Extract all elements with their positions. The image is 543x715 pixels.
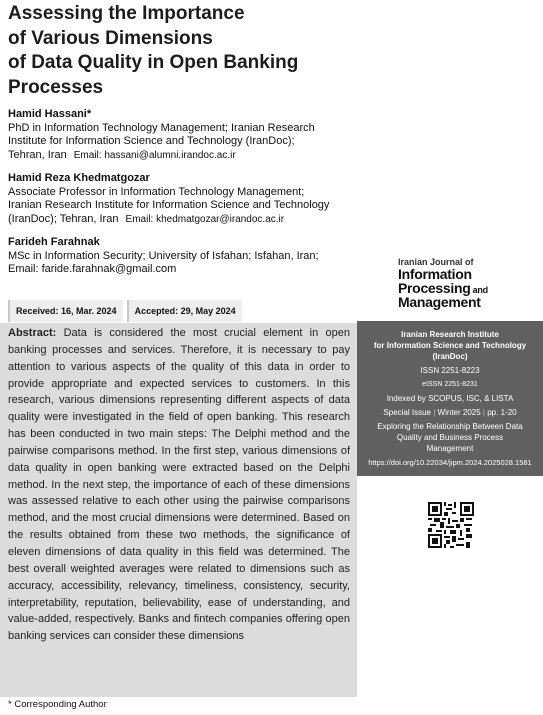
journal-logo-and: and xyxy=(470,285,488,295)
title-line: Processes xyxy=(8,76,104,98)
related-article xyxy=(357,421,543,454)
indexing: Indexed by SCOPUS, ISC, & LISTA xyxy=(386,394,514,403)
separator: | xyxy=(433,408,436,417)
journal-logo xyxy=(398,258,538,309)
author-affiliation: Institute for Information Science and Technology (IranDoc); xyxy=(8,135,295,147)
dates-bar xyxy=(8,300,246,322)
title-line: Assessing the Importance xyxy=(8,3,245,24)
publisher-line: (IranDoc) xyxy=(432,352,468,361)
author-name: Farideh Farahnak xyxy=(8,236,100,248)
issn: ISSN 2251-8223 xyxy=(420,366,480,375)
author-block xyxy=(8,236,358,277)
author-list xyxy=(8,108,358,287)
email-label: Email: xyxy=(125,213,154,225)
author-block xyxy=(8,108,358,162)
author-location: Tehran, Iran xyxy=(8,148,67,161)
issue-line xyxy=(357,407,543,418)
author-name: Hamid Reza Khedmatgozar xyxy=(8,172,150,184)
author-email[interactable]: hassani@alumni.irandoc.ac.ir xyxy=(104,149,236,161)
journal-logo-line: Processing xyxy=(398,280,471,296)
season: Winter 2025 xyxy=(437,408,481,417)
abstract-label: Abstract: xyxy=(8,327,57,339)
author-affiliation: MSc in Information Security; University of Isfahan; Isfahan, Iran; xyxy=(8,249,319,262)
abstract-text: Data is considered the most crucial element in open banking processes and services. Therefore, it is necessary to pay attention to various aspects of the quality of this data in order to provide appropriate and expected services to customers. In this research, various dimensions representing different aspects of data quality were investigated in the field of open banking. This research has been conducted in two main steps: The Delphi method and the pairwise comparisons method. In the first step, various dimensions of data quality in open banking were extracted based on the Delphi method. In the next step, the importance of each of these dimensions was assessed relative to each other using the pairwise comparisons method, and the most crucial dimensions were determined. Based on the results obtained from these two methods, the significance of eleven dimensions of data quality in this field was determined. The best overall weighted averages were related to dimensions such as accuracy, accessibility, relevancy, timeliness, consistency, security, interpretability, reputation, believability, ease of understanding, and value-added, respectively. Banks and fintech companies offering open banking services can consider these dimensions xyxy=(8,327,350,643)
author-affiliation: PhD in Information Technology Management; Iranian Research xyxy=(8,121,315,134)
related-article-line: Management xyxy=(426,444,474,453)
author-email[interactable]: faride.farahnak@gmail.com xyxy=(41,263,177,275)
author-name: Hamid Hassani* xyxy=(8,108,92,120)
author-affiliation: Associate Professor in Information Technology Management; xyxy=(8,185,305,198)
qr-code xyxy=(428,502,474,548)
author-email[interactable]: khedmatgozar@irandoc.ac.ir xyxy=(156,213,285,225)
journal-logo-line: Iranian Journal of xyxy=(398,257,474,267)
publisher-line: Iranian Research Institute xyxy=(401,330,499,339)
author-block xyxy=(8,172,358,226)
issue: Special Issue xyxy=(383,408,431,417)
pages: pp. 1-20 xyxy=(487,408,517,417)
abstract-box xyxy=(0,323,357,697)
email-label: Email: xyxy=(73,149,102,161)
journal-logo-line: Information xyxy=(398,266,472,282)
author-affiliation: Iranian Research Institute for Information Science and Technology xyxy=(8,199,330,211)
corresponding-author-note: * Corresponding Author xyxy=(8,699,107,710)
paper-title xyxy=(8,2,368,100)
doi-link[interactable]: https://doi.org/10.22034/jipm.2024.2025028.1581 xyxy=(368,458,532,467)
related-article-line: Quality and Business Process xyxy=(396,433,504,442)
received-date: Received: 16, Mar. 2024 xyxy=(8,300,123,322)
journal-logo-line: Management xyxy=(398,294,481,310)
title-line: of Data Quality in Open Banking xyxy=(8,52,299,73)
journal-info-panel xyxy=(357,321,543,476)
author-location: (IranDoc); Tehran, Iran xyxy=(8,212,119,225)
separator: | xyxy=(482,408,485,417)
title-line: of Various Dimensions xyxy=(8,27,213,49)
accepted-date: Accepted: 29, May 2024 xyxy=(127,300,242,322)
related-article-line: Exploring the Relationship Between Data xyxy=(377,422,523,431)
eissn: eISSN 2251-8231 xyxy=(422,381,478,388)
email-label: Email: xyxy=(8,263,39,275)
publisher-line: for Information Science and Technology xyxy=(373,341,527,350)
